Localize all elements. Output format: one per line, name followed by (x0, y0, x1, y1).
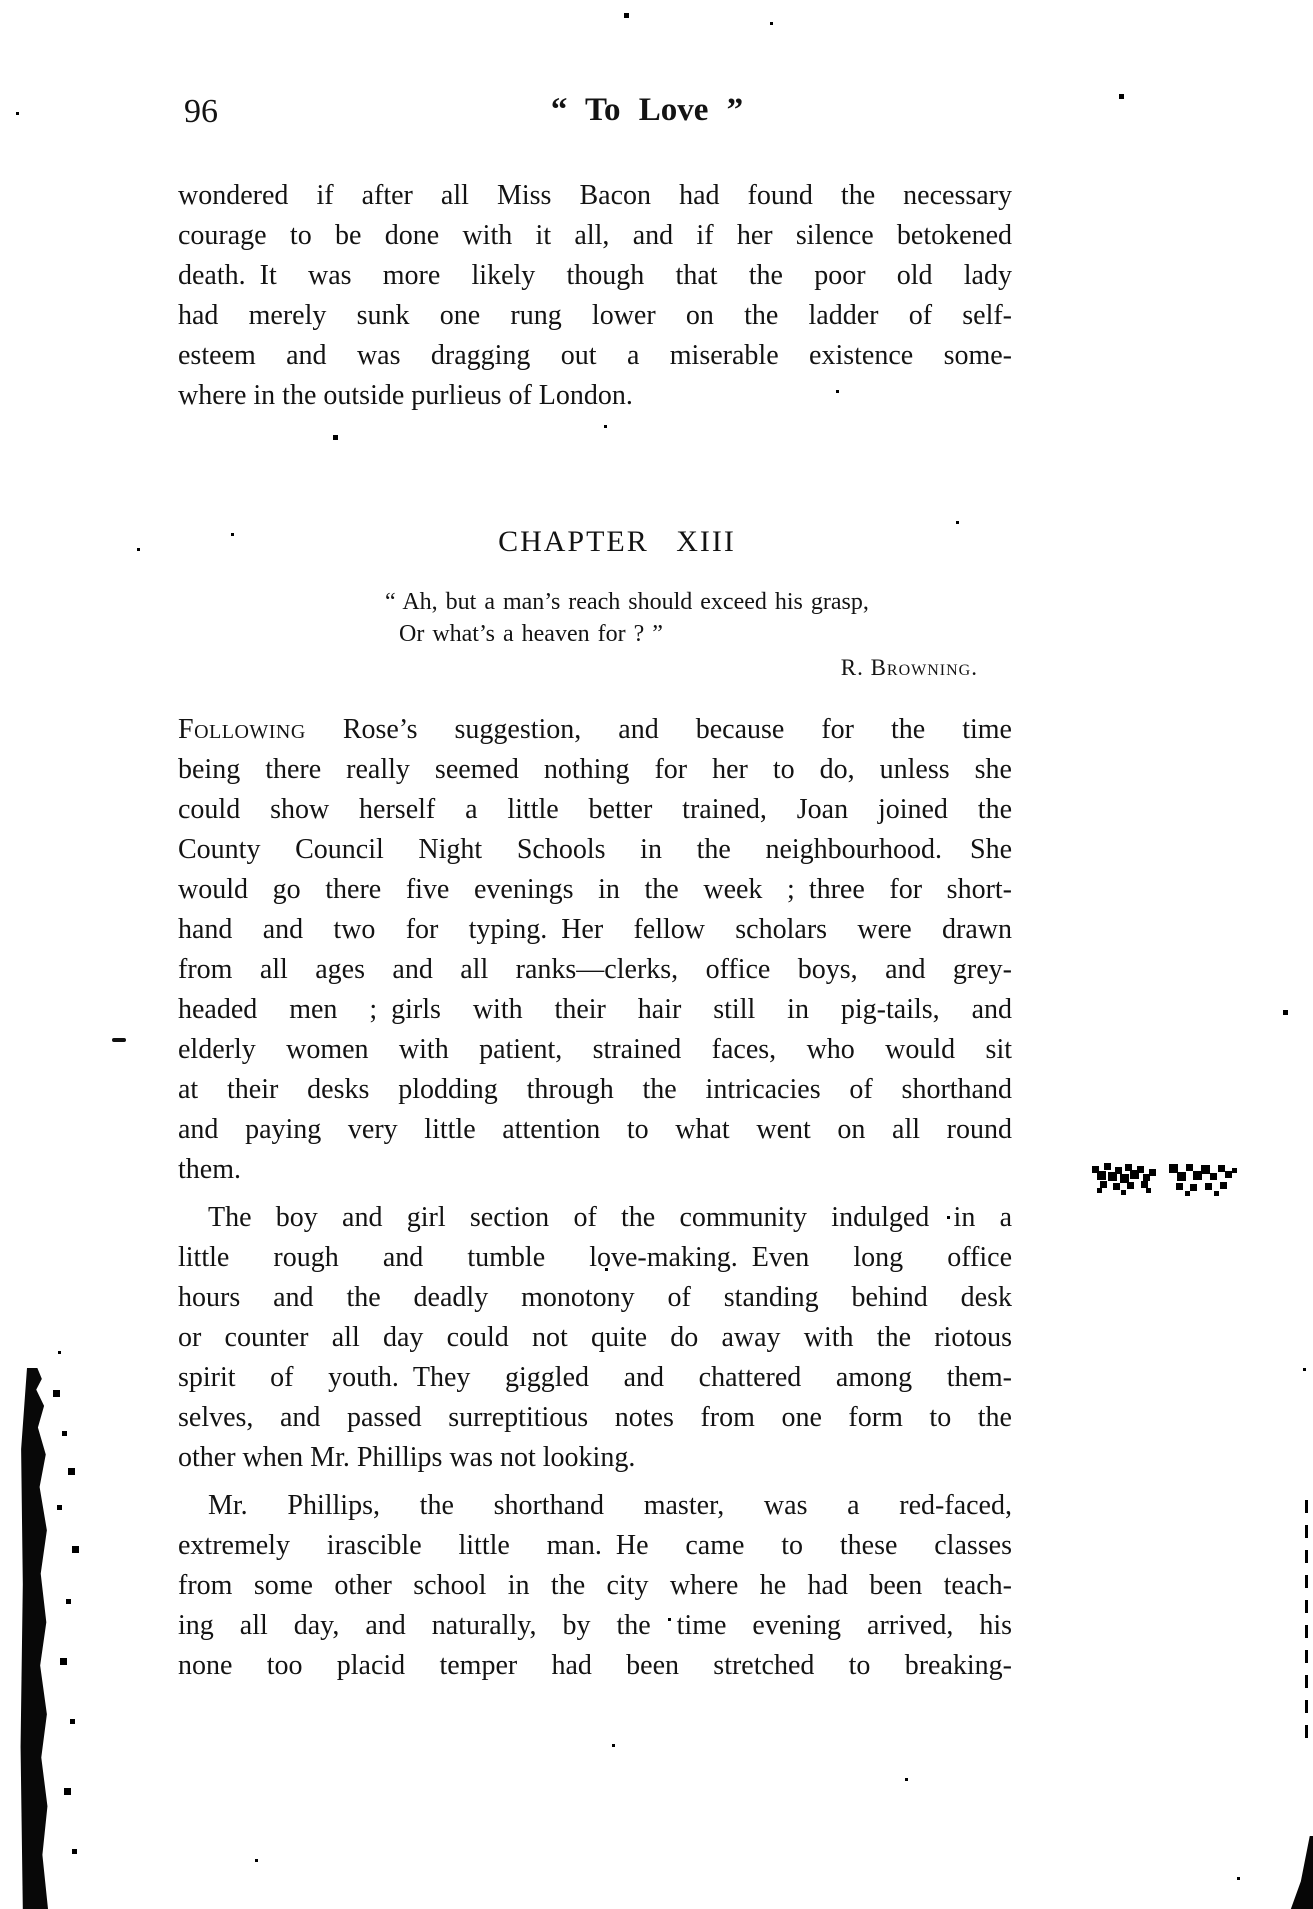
text-line: or counter all day could not quite do away with the riotous (178, 1322, 1012, 1353)
text-line: headed men ; girls with their hair still in pig-tails, and (178, 994, 1012, 1025)
text-line: little rough and tumble love-making. Even long office (178, 1242, 1012, 1273)
chapter-heading: CHAPTER XIII (498, 525, 736, 558)
text-line: courage to be done with it all, and if her silence betokened (178, 220, 1012, 251)
text-line: spirit of youth. They giggled and chattered among them- (178, 1362, 1012, 1393)
ink-smudge (1092, 1160, 1095, 1163)
text-line: had merely sunk one rung lower on the ladder of self- (178, 300, 1012, 331)
text-line (178, 710, 1012, 750)
text-line: from all ages and all ranks—clerks, office boys, and grey- (178, 954, 1012, 985)
chapter-paragraph-1 (178, 710, 1012, 1190)
text-line: ing all day, and naturally, by the time evening arrived, his (178, 1610, 1012, 1641)
text-line: death. It was more likely though that the poor old lady (178, 260, 1012, 291)
text-line: none too placid temper had been stretched to breaking- (178, 1650, 1012, 1681)
chapter-paragraph-2 (178, 1198, 1012, 1478)
text-line: hand and two for typing. Her fellow scholars were drawn (178, 914, 1012, 945)
text-line: The boy and girl section of the community indulged in a (208, 1202, 1012, 1233)
text-line: could show herself a little better trained, Joan joined the (178, 794, 1012, 825)
chapter-epigraph (385, 586, 869, 650)
text-line: them. (178, 1154, 241, 1185)
text-line: esteem and was dragging out a miserable existence some- (178, 340, 1012, 371)
running-title: “ To Love ” (550, 92, 744, 128)
text-line: other when Mr. Phillips was not looking. (178, 1442, 636, 1473)
text-line: and paying very little attention to what went on all round (178, 1114, 1012, 1145)
chapter-paragraph-3 (178, 1486, 1012, 1686)
stray-mark (112, 1038, 126, 1042)
text-line: where in the outside purlieus of London. (178, 380, 633, 411)
text-line: elderly women with patient, strained faces, who would sit (178, 1034, 1012, 1065)
text-line: from some other school in the city where he had been teach- (178, 1570, 1012, 1601)
epigraph-attribution: R. Browning. (840, 655, 978, 680)
scan-edge-dashes (1305, 1500, 1308, 1750)
text-line: selves, and passed surreptitious notes from one form to the (178, 1402, 1012, 1433)
text-line: extremely irascible little man. He came to these classes (178, 1530, 1012, 1561)
text-line: being there really seemed nothing for her to do, unless she (178, 754, 1012, 785)
text-line: wondered if after all Miss Bacon had found the necessary (178, 180, 1012, 211)
text-line: Mr. Phillips, the shorthand master, was a red-faced, (208, 1490, 1012, 1521)
epigraph-line: “ Ah, but a man’s reach should exceed his grasp, (385, 589, 869, 615)
scan-specks (0, 0, 3, 3)
smallcaps-lead-word: Following (178, 714, 306, 745)
text-line: hours and the deadly monotony of standing behind desk (178, 1282, 1012, 1313)
page-number: 96 (184, 93, 218, 130)
scan-corner-blob (1286, 1836, 1313, 1909)
text-line: County Council Night Schools in the neighbourhood. She (178, 834, 1012, 865)
continued-paragraph (178, 176, 1012, 416)
scan-gutter-bar (20, 1368, 48, 1909)
text-line: at their desks plodding through the intricacies of shorthand (178, 1074, 1012, 1105)
text-line: would go there five evenings in the week ; three for short- (178, 874, 1012, 905)
epigraph-line: Or what’s a heaven for ? ” (399, 621, 663, 647)
text-line-rest: Rose’s suggestion, and because for the time (305, 714, 1012, 745)
